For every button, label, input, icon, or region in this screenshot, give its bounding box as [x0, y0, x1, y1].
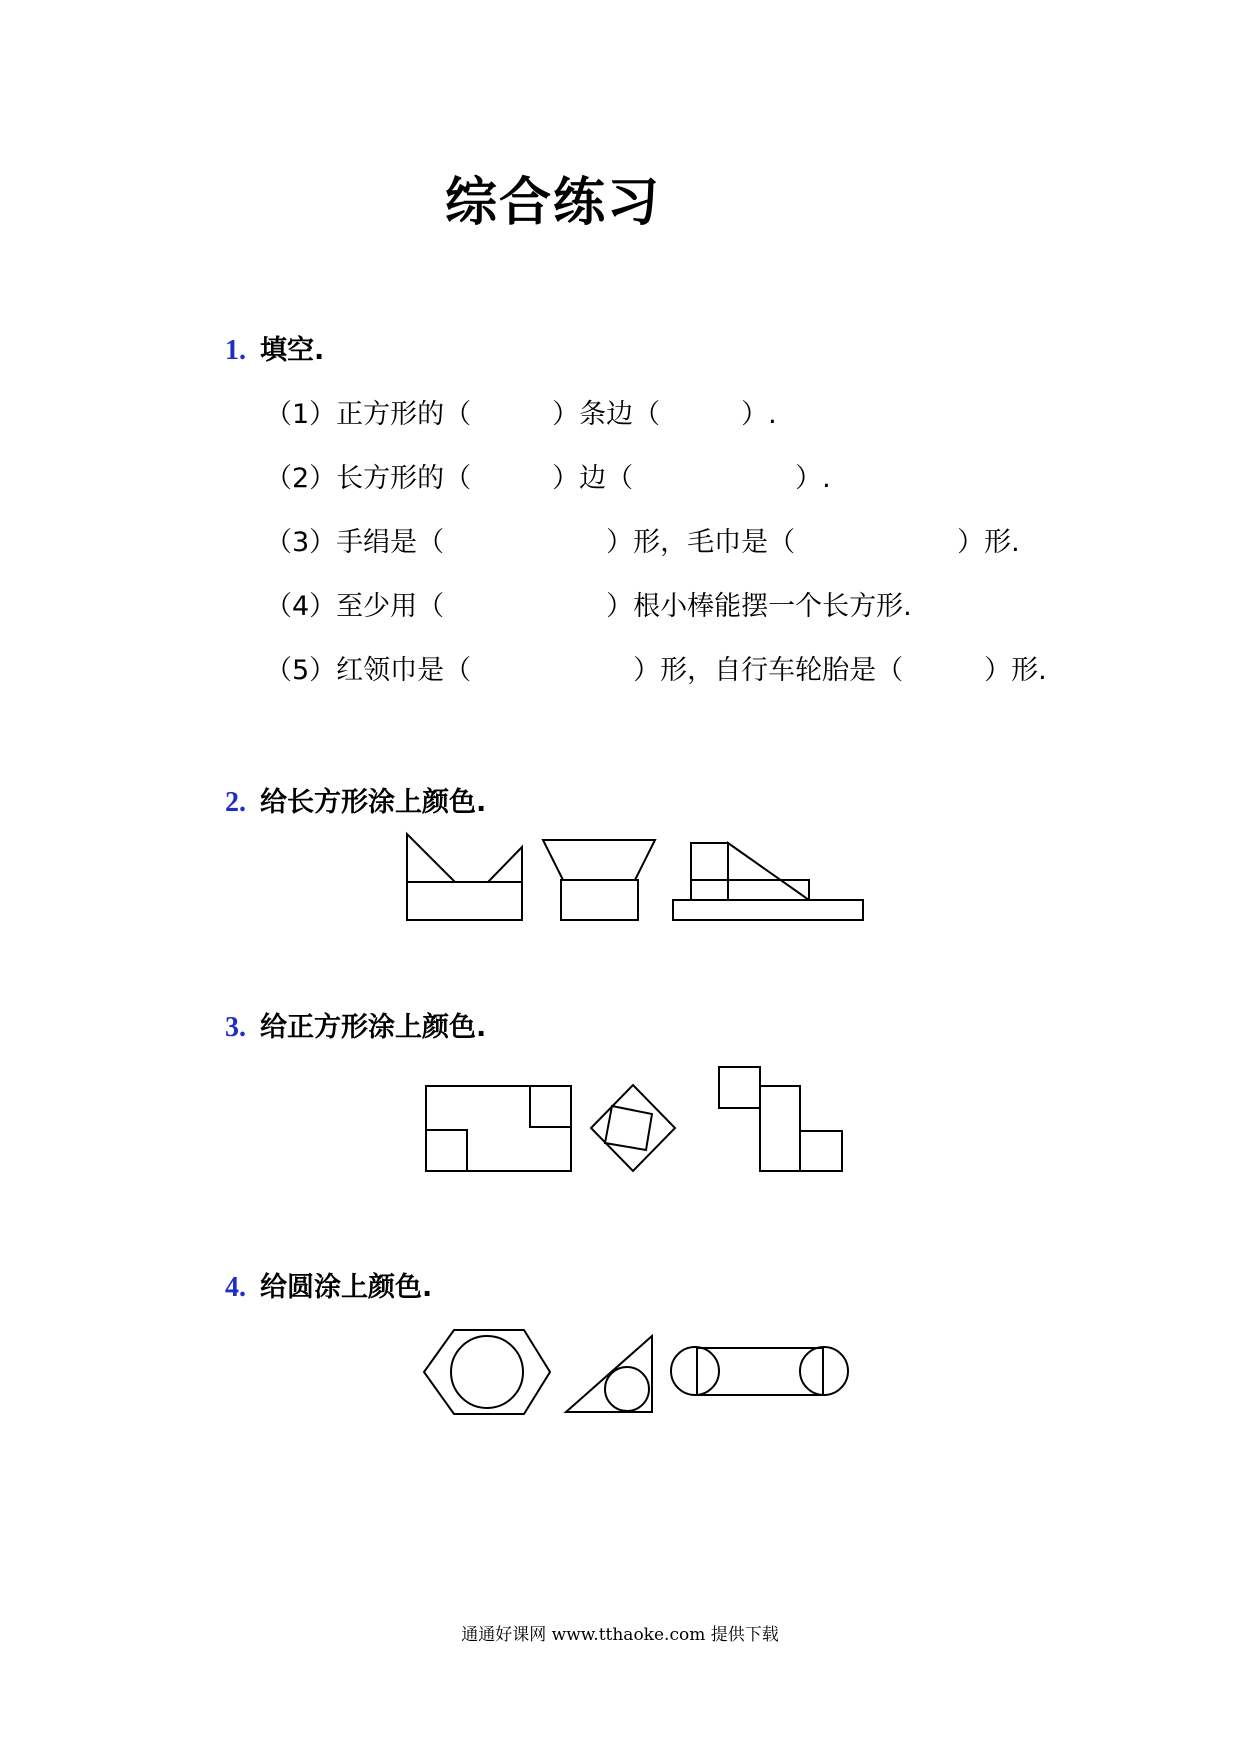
figure-triangle-circle [566, 1336, 652, 1412]
question-text: 给正方形涂上颜色. [260, 1012, 487, 1043]
figure-capsule [671, 1347, 848, 1395]
question-number: 3. [225, 1012, 246, 1043]
question-number: 2. [225, 787, 246, 818]
page-title: 综合练习 [445, 173, 662, 233]
fill-blank-item-4: （4）至少用（ ）根小棒能摆一个长方形. [265, 591, 912, 622]
question-text: 给圆涂上颜色. [260, 1272, 433, 1303]
question-text: 填空. [260, 335, 325, 366]
fill-blank-item-2: （2）长方形的（ ）边（ ）. [265, 463, 831, 494]
hexagon-shape [424, 1330, 550, 1414]
question-number: 1. [225, 335, 246, 366]
footer-credit: 通通好课网 www.tthaoke.com 提供下载 [461, 1625, 779, 1645]
circle-shape [671, 1347, 719, 1395]
fill-blank-item-5: （5）红领巾是（ ）形，自行车轮胎是（ ）形. [265, 655, 1047, 686]
figure-hexagon-circle [424, 1330, 550, 1414]
circle-shape [605, 1367, 649, 1411]
question-text: 给长方形涂上颜色. [260, 787, 487, 818]
fill-blank-item-1: （1）正方形的（ ）条边（ ）. [265, 399, 777, 430]
fill-blank-item-3: （3）手绢是（ ）形，毛巾是（ ）形. [265, 527, 1020, 558]
circle-shape [451, 1336, 523, 1408]
question-number: 4. [225, 1272, 246, 1303]
